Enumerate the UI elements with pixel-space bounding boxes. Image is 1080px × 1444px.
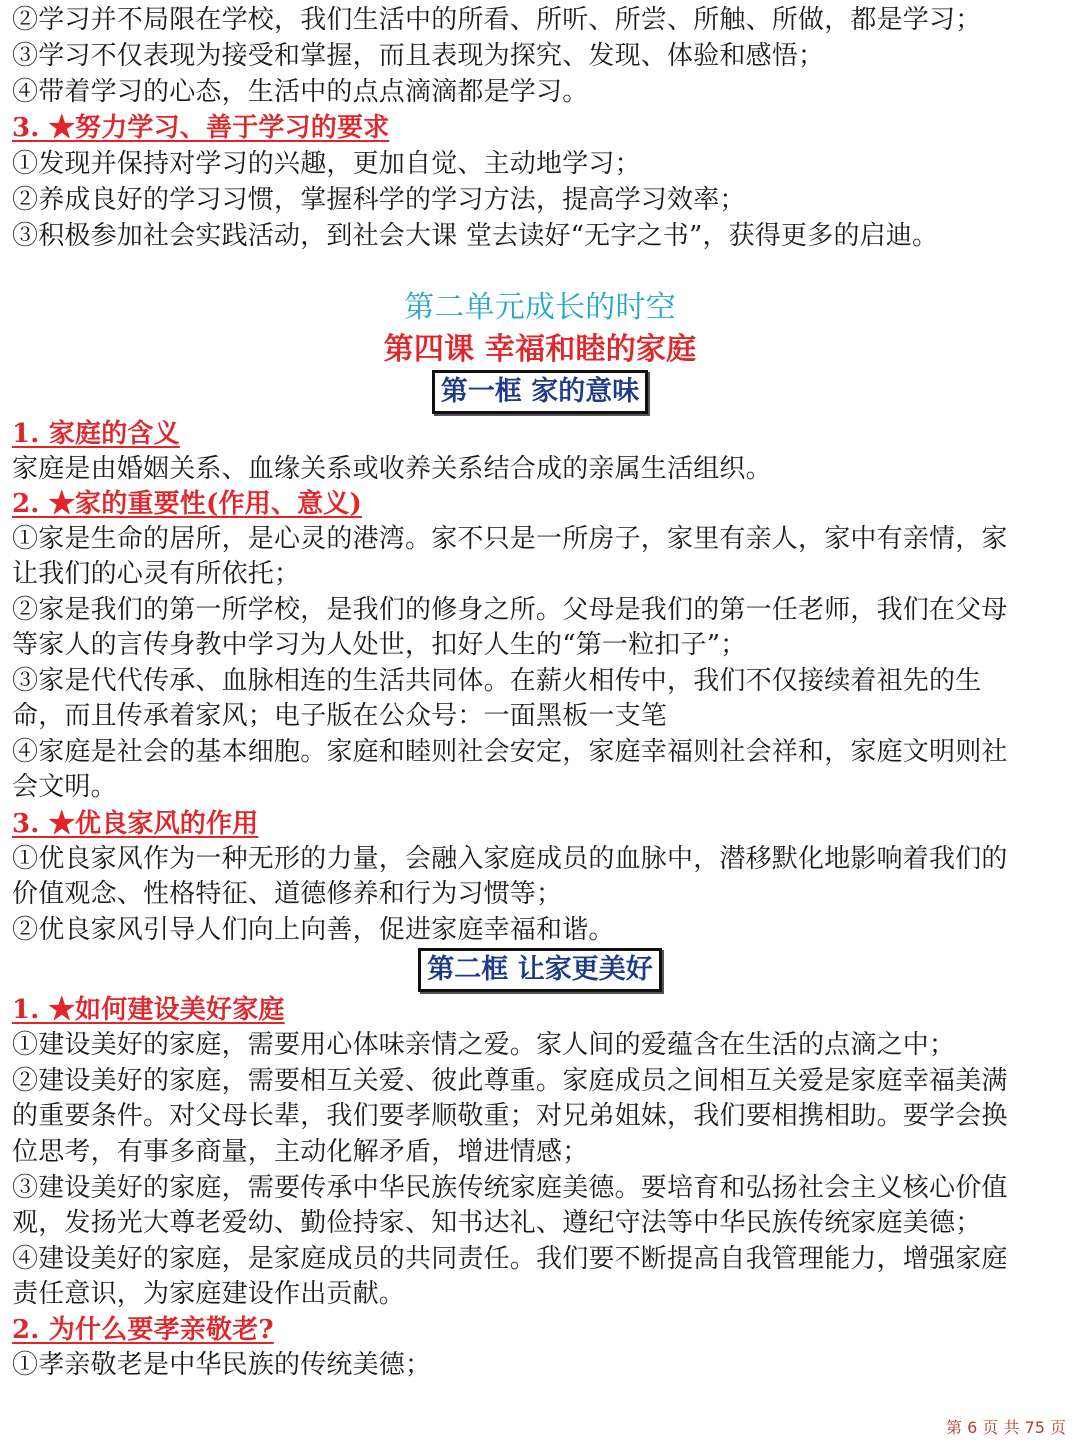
body-line: 家庭是由婚姻关系、血缘关系或收养关系结合成的亲属生活组织。 xyxy=(12,454,772,484)
section-heading: 1. 家庭的含义 xyxy=(12,419,180,449)
body-line: ②养成良好的学习习惯，掌握科学的学习方法，提高学习效率； xyxy=(12,185,746,215)
body-line: ④家庭是社会的基本细胞。家庭和睦则社会安定，家庭幸福则社会祥和，家庭文明则社 xyxy=(12,737,1008,767)
body-line: 观，发扬光大尊老爱幼、勤俭持家、知书达礼、遵纪守法等中华民族传统家庭美德； xyxy=(12,1208,982,1238)
section-heading: 2. 为什么要孝亲敬老? xyxy=(12,1315,274,1345)
body-line: 价值观念、性格特征、道德修养和行为习惯等； xyxy=(12,879,563,909)
body-line: ②家是我们的第一所学校，是我们的修身之所。父母是我们的第一任老师，我们在父母 xyxy=(12,595,1008,625)
body-line: ②建设美好的家庭，需要相互关爱、彼此尊重。家庭成员之间相互关爱是家庭幸福美满 xyxy=(12,1066,1008,1096)
lesson-title: 第四课 幸福和睦的家庭 xyxy=(383,332,697,367)
body-line: ④建设美好的家庭，是家庭成员的共同责任。我们要不断提高自我管理能力，增强家庭 xyxy=(12,1244,1008,1274)
body-line: ③学习不仅表现为接受和掌握，而且表现为探究、发现、体验和感悟； xyxy=(12,41,825,71)
frame2-title: 第二框 让家更美好 xyxy=(418,948,661,992)
body-line: ①建设美好的家庭，需要用心体味亲情之爱。家人间的爱蕴含在生活的点滴之中； xyxy=(12,1030,956,1060)
body-line: ③建设美好的家庭，需要传承中华民族传统家庭美德。要培育和弘扬社会主义核心价值 xyxy=(12,1173,1008,1203)
section-heading: 3. ★优良家风的作用 xyxy=(12,809,259,839)
body-line: 责任意识，为家庭建设作出贡献。 xyxy=(12,1279,406,1309)
body-line: 会文明。 xyxy=(12,772,117,802)
body-line: ②学习并不局限在学校，我们生活中的所看、所听、所尝、所触、所做，都是学习； xyxy=(12,5,982,35)
body-line: 让我们的心灵有所依托； xyxy=(12,559,301,589)
body-line: ③积极参加社会实践活动，到社会大课 堂去读好“无字之书”，获得更多的启迪。 xyxy=(12,221,939,251)
unit-title: 第二单元成长的时空 xyxy=(404,290,676,325)
frame2-title-box xyxy=(0,948,1080,992)
frame1-title-box xyxy=(0,370,1080,414)
body-line: 命，而且传承着家风；电子版在公众号：一面黑板一支笔 xyxy=(12,701,668,731)
page-number: 第 6 页 共 75 页 xyxy=(946,1418,1066,1437)
body-line: 等家人的言传身教中学习为人处世，扣好人生的“第一粒扣子”； xyxy=(12,630,747,660)
section-heading: 1. ★如何建设美好家庭 xyxy=(12,995,285,1025)
body-line: ①家是生命的居所，是心灵的港湾。家不只是一所房子，家里有亲人，家中有亲情，家 xyxy=(12,524,1008,554)
body-line: ③家是代代传承、血脉相连的生活共同体。在薪火相传中，我们不仅接续着祖先的生 xyxy=(12,666,982,696)
body-line: ②优良家风引导人们向上向善，促进家庭幸福和谐。 xyxy=(12,915,615,945)
body-line: ④带着学习的心态，生活中的点点滴滴都是学习。 xyxy=(12,77,589,107)
body-line: ①发现并保持对学习的兴趣，更加自觉、主动地学习； xyxy=(12,149,641,179)
section-heading: 2. ★家的重要性(作用、意义) xyxy=(12,489,362,519)
body-line: 位思考，有事多商量，主动化解矛盾，增进情感； xyxy=(12,1137,589,1167)
section-heading: 3. ★努力学习、善于学习的要求 xyxy=(12,113,390,143)
body-line: ①优良家风作为一种无形的力量，会融入家庭成员的血脉中，潜移默化地影响着我们的 xyxy=(12,844,1008,874)
body-line: ①孝亲敬老是中华民族的传统美德； xyxy=(12,1350,432,1380)
frame1-title: 第一框 家的意味 xyxy=(432,370,648,414)
body-line: 的重要条件。对父母长辈，我们要孝顺敬重；对兄弟姐妹，我们要相携相助。要学会换 xyxy=(12,1101,1008,1131)
